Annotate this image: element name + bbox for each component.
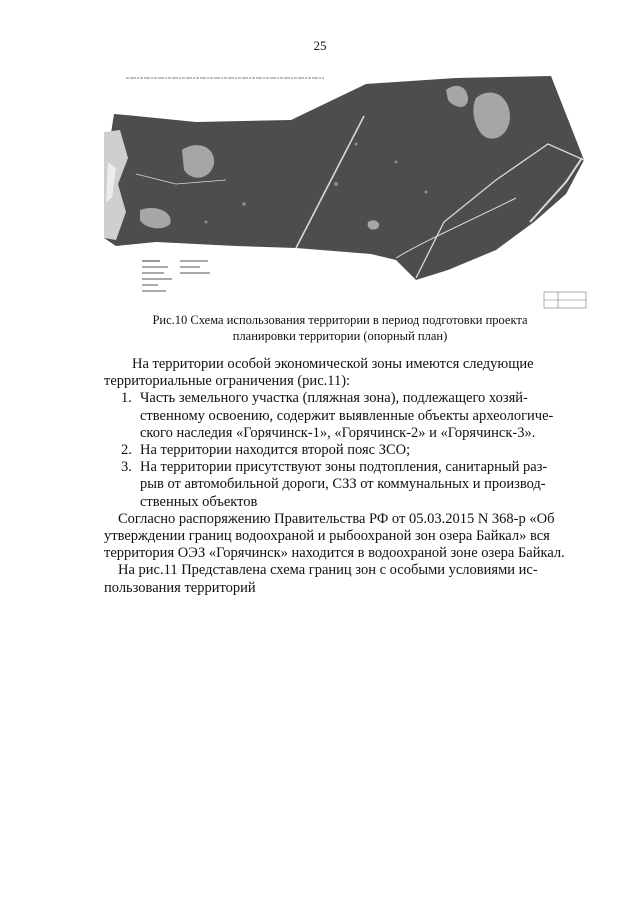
- intro-paragraph: [104, 356, 580, 390]
- list-item: [118, 459, 580, 511]
- closing-line-1: На рис.11 Представлена схема границ зон с особыми условиями ис-: [118, 562, 538, 579]
- decree-line-2: утверждении границ водоохраной и рыбоохраной зон озера Байкал» вся: [104, 528, 550, 545]
- territory-map: [96, 72, 590, 312]
- decree-paragraph: [104, 511, 580, 563]
- list-item-line: На территории присутствуют зоны подтопления, санитарный раз-: [140, 459, 548, 476]
- list-item-number: 1.: [121, 390, 132, 407]
- list-item-number: 3.: [121, 459, 132, 476]
- list-item-line: ского наследия «Горячинск-1», «Горячинск-2» и «Горячинск-3».: [140, 424, 536, 441]
- caption-line-1: Рис.10 Схема использования территории в период подготовки проекта: [152, 313, 528, 327]
- decree-line-1: Согласно распоряжению Правительства РФ от 05.03.2015 N 368-р «Об: [118, 510, 555, 527]
- list-item-line: ственных объектов: [140, 493, 258, 510]
- list-item: [118, 390, 580, 442]
- list-item-line: ственному освоению, содержит выявленные объекты археологиче-: [140, 407, 554, 424]
- list-item-line: Часть земельного участка (пляжная зона), подлежащего хозяй-: [140, 390, 528, 407]
- caption-line-2: планировки территории (опорный план): [232, 329, 448, 343]
- territory-shape: [104, 76, 584, 280]
- list-item: [118, 442, 580, 459]
- intro-line-2: территориальные ограничения (рис.11):: [104, 373, 351, 390]
- list-item-line: На территории находится второй пояс ЗСО;: [140, 442, 411, 459]
- intro-line-1: На территории особой экономической зоны имеются следующие: [132, 356, 534, 372]
- territory-map-figure: [96, 72, 590, 312]
- figure-caption: [100, 312, 580, 344]
- closing-line-2: пользования территорий: [104, 579, 256, 596]
- list-item-number: 2.: [121, 442, 132, 459]
- body-text: [104, 356, 580, 597]
- closing-paragraph: [104, 562, 580, 596]
- list-item-line: рыв от автомобильной дороги, СЗЗ от коммунальных и производ-: [140, 476, 546, 493]
- decree-line-3: территория ОЭЗ «Горячинск» находится в водоохраной зоне озера Байкал.: [104, 545, 565, 562]
- map-stamp: [544, 292, 586, 308]
- page-number: 25: [313, 38, 327, 53]
- map-legend: [142, 260, 210, 292]
- restrictions-list: [118, 390, 580, 510]
